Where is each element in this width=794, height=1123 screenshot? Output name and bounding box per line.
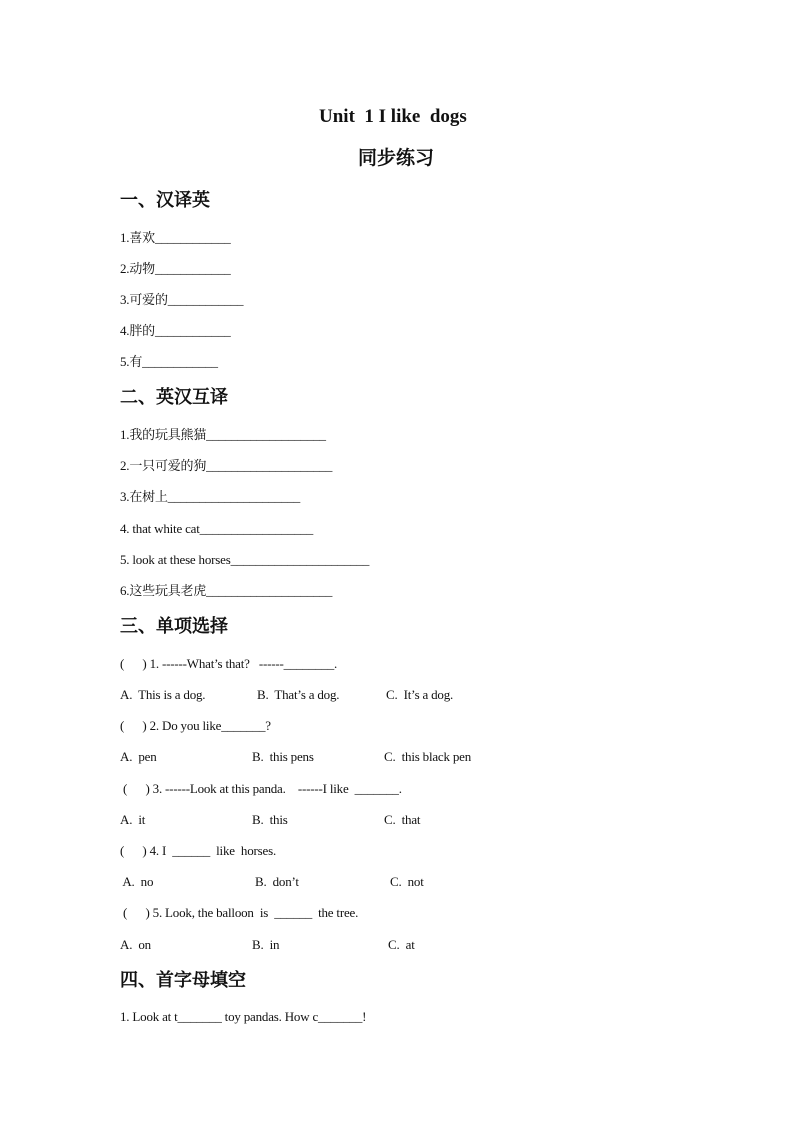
section2-item-6: 6.这些玩具老虎____________________ xyxy=(120,583,333,598)
question-3-option-c: C. that xyxy=(384,812,421,827)
question-2-option-a: A. pen xyxy=(120,749,157,764)
question-3-option-a: A. it xyxy=(120,812,146,827)
question-5-stem: ( ) 5. Look, the balloon is ______ the tree. xyxy=(120,905,359,920)
question-4-option-c: C. not xyxy=(390,874,424,889)
question-4-stem: ( ) 4. I ______ like horses. xyxy=(120,843,276,858)
question-1-option-b: B. That’s a dog. xyxy=(257,687,340,702)
section2-item-1: 1.我的玩具熊猫___________________ xyxy=(120,427,326,442)
section2-item-4: 4. that white cat__________________ xyxy=(120,521,314,536)
section1-item-2: 2.动物____________ xyxy=(120,261,231,276)
section1-item-1: 1.喜欢____________ xyxy=(120,230,231,245)
question-1-stem: ( ) 1. ------What’s that? ------________. xyxy=(120,656,338,671)
section4-item-1: 1. Look at t_______ toy pandas. How c_______! xyxy=(120,1009,367,1024)
question-3-option-b: B. this xyxy=(252,812,288,827)
question-4-option-b: B. don’t xyxy=(255,874,299,889)
section-heading-2: 二、英汉互译 xyxy=(120,387,228,407)
section2-item-3: 3.在树上_____________________ xyxy=(120,489,301,504)
section2-item-2: 2.一只可爱的狗____________________ xyxy=(120,458,333,473)
section1-item-5: 5.有____________ xyxy=(120,354,218,369)
question-3-stem: ( ) 3. ------Look at this panda. ------I like _______. xyxy=(120,781,402,796)
section-heading-4: 四、首字母填空 xyxy=(120,970,246,990)
question-2-stem: ( ) 2. Do you like_______? xyxy=(120,718,271,733)
question-1-option-c: C. It’s a dog. xyxy=(386,687,454,702)
question-5-option-b: B. in xyxy=(252,937,280,952)
section-heading-1: 一、汉译英 xyxy=(120,190,210,210)
question-4-option-a: A. no xyxy=(120,874,154,889)
question-5-option-a: A. on xyxy=(120,937,151,952)
section-heading-3: 三、单项选择 xyxy=(120,616,228,636)
section1-item-3: 3.可爱的____________ xyxy=(120,292,244,307)
question-5-option-c: C. at xyxy=(388,937,415,952)
section2-item-5: 5. look at these horses______________________ xyxy=(120,552,370,567)
question-1-option-a: A. This is a dog. xyxy=(120,687,206,702)
question-2-option-b: B. this pens xyxy=(252,749,314,764)
page-title: Unit 1 I like dogs xyxy=(319,106,467,127)
section1-item-4: 4.胖的____________ xyxy=(120,323,231,338)
page-subtitle: 同步练习 xyxy=(358,148,435,169)
question-2-option-c: C. this black pen xyxy=(384,749,472,764)
